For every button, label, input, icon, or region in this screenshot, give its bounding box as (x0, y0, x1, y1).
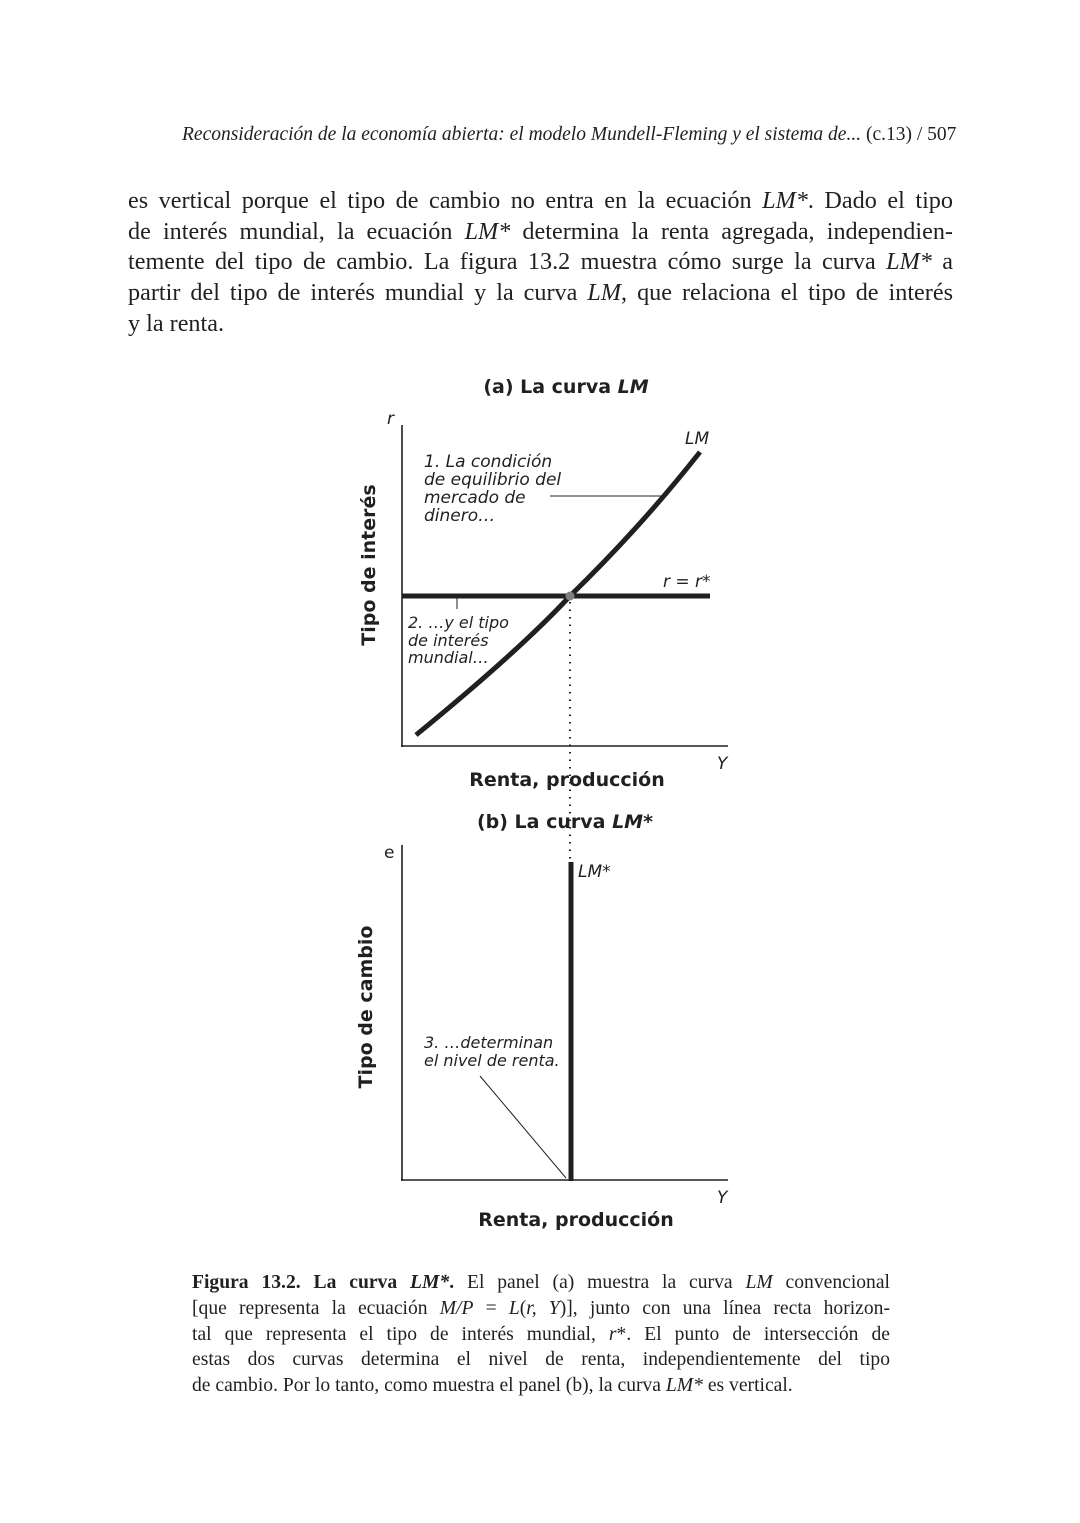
text-segment: a (931, 248, 953, 276)
lm-star-label: LM* (578, 862, 611, 882)
equilibrium-point (566, 592, 575, 601)
annotation-1-line: dinero… (424, 506, 496, 526)
panel-b-y-symbol: e (384, 843, 395, 863)
text-segment: r (608, 1323, 617, 1345)
annotation-3 (424, 1033, 560, 1070)
text-line (192, 1296, 890, 1322)
text-segment: = (473, 1297, 509, 1319)
text-line (192, 1347, 890, 1373)
annotation-2 (408, 613, 509, 667)
text-segment: es vertical porque el tipo de cambio no entra en la ecuación (128, 187, 763, 214)
text-segment: LM* (464, 217, 511, 245)
text-segment: temente del tipo de cambio. La figura 13.2 muestra cómo surge la curva (128, 248, 887, 276)
text-segment: Figura 13.2. La curva (192, 1272, 411, 1293)
panel-a-x-symbol: Y (717, 754, 728, 774)
text-segment: estas dos curvas determina el nivel de renta, independientemente del tipo (192, 1349, 890, 1371)
panel-a-y-label: Tipo de interés (358, 484, 380, 646)
panel-b-title: (b) La curva LM* (476, 811, 654, 833)
text-segment: de interés mundial, la ecuación (128, 217, 465, 245)
annotation-2-line: 2. …y el tipo (408, 613, 509, 632)
chapter-ref: (c.13) (865, 124, 912, 145)
text-segment: . Dado el tipo (807, 187, 953, 214)
panel-b (355, 811, 729, 1231)
text-segment: L (508, 1297, 520, 1319)
panel-a-y-symbol: r (387, 409, 394, 429)
text-line (192, 1373, 890, 1399)
annotation-1-line: mercado de (424, 488, 526, 508)
panel-b-y-label: Tipo de cambio (355, 925, 377, 1089)
annotation-3-line: 3. …determinan (424, 1033, 554, 1052)
text-segment: )], junto con una línea recta horizon- (559, 1297, 890, 1319)
text-segment: M/P (439, 1297, 474, 1319)
text-segment: y la renta. (128, 309, 225, 337)
running-title: Reconsideración de la economía abierta: el modelo Mundell-Fleming y el sistema de... (182, 124, 862, 145)
annotation-1-line: de equilibrio del (424, 470, 562, 490)
text-segment: ( (519, 1297, 527, 1319)
annotation-1 (424, 452, 561, 526)
text-segment: determina la renta agregada, independien- (510, 217, 953, 245)
text-segment: LM* (665, 1375, 703, 1397)
panel-b-x-symbol: Y (717, 1188, 728, 1208)
panel-a-x-label: Renta, producción (469, 769, 665, 791)
figure-caption (192, 1270, 890, 1399)
annotation-2-line: mundial… (408, 648, 489, 667)
annotation-3-line: el nivel de renta. (424, 1051, 560, 1070)
text-line (192, 1322, 890, 1348)
text-segment: El panel (a) muestra la curva (454, 1272, 746, 1293)
panel-b-x-label: Renta, producción (478, 1209, 674, 1231)
text-segment: partir del tipo de interés mundial y la curva (128, 279, 588, 307)
text-segment: convencional (772, 1272, 890, 1293)
lm-curve-label: LM (685, 429, 710, 449)
text-segment: r, Y (526, 1297, 560, 1319)
text-segment: LM (745, 1272, 773, 1293)
text-segment: tal que representa el tipo de interés mundial, (192, 1323, 609, 1345)
text-segment: LM* (886, 248, 932, 276)
annotation-1-line: 1. La condición (424, 452, 553, 472)
text-segment: . (449, 1272, 455, 1293)
page-number: 507 (927, 124, 957, 145)
text-line (192, 1270, 890, 1296)
text-segment: *. El punto de intersección de (616, 1323, 890, 1345)
hline-label: r = r* (663, 572, 711, 592)
text-segment: [que representa la ecuación (192, 1297, 440, 1319)
text-segment: , que relaciona el tipo de interés (621, 279, 953, 307)
panel-a (358, 376, 729, 791)
annotation-2-line: de interés (408, 631, 489, 650)
annotation-3-leader (480, 1076, 566, 1178)
header-separator: / (916, 124, 923, 145)
panel-a-title: (a) La curva LM (483, 376, 649, 398)
text-segment: de cambio. Por lo tanto, como muestra el panel (b), la curva (192, 1375, 666, 1397)
text-segment: LM* (410, 1272, 450, 1293)
text-segment: LM* (762, 187, 808, 214)
text-segment: LM (587, 279, 622, 307)
text-segment: es vertical. (702, 1375, 793, 1397)
